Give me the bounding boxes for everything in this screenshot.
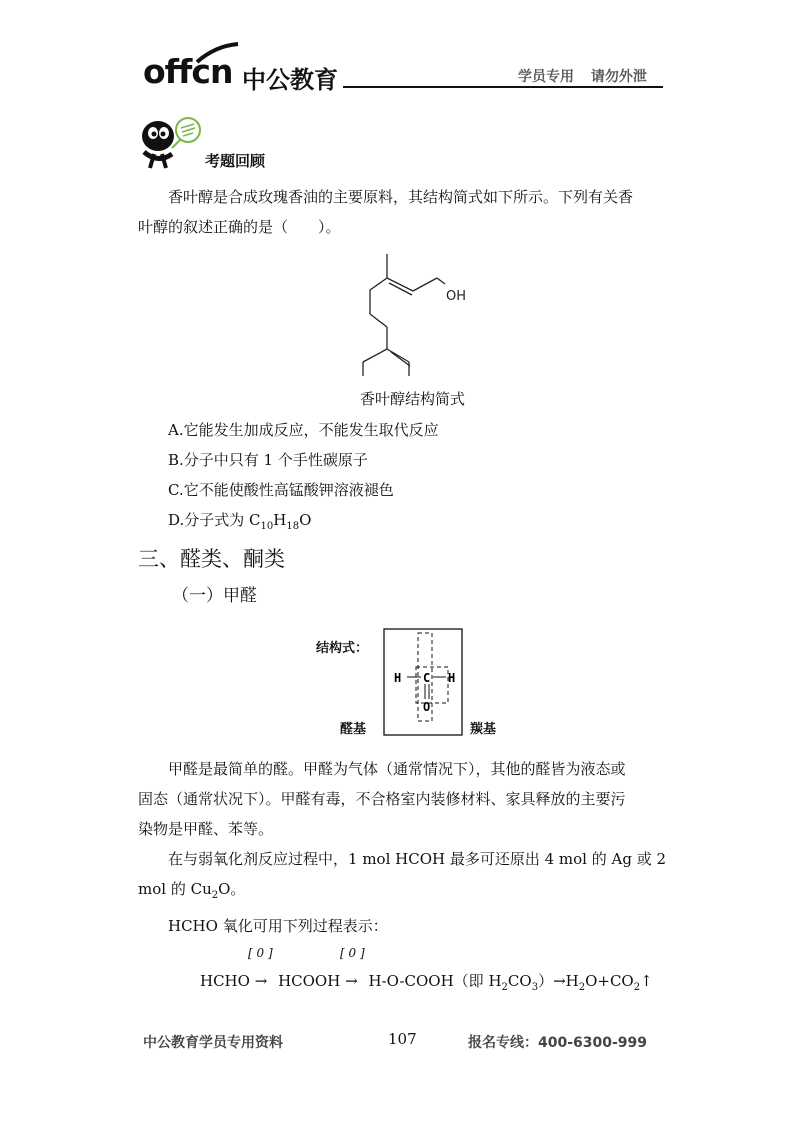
option-d: D.分子式为 $C_{10}H_{18}O$ <box>168 511 312 532</box>
footer-left: 中公教育学员专用资料 <box>143 1035 283 1051</box>
option-c: C.它不能使酸性高锰酸钾溶液褪色 <box>168 481 394 499</box>
logo-swoosh-icon <box>195 42 240 64</box>
paragraph-line: 甲醛是最简单的醛。甲醛为气体（通常情况下），其他的醛皆为液态或 <box>168 760 626 778</box>
question-line: 香叶醇是合成玫瑰香油的主要原料，其结构简式如下所示。下列有关香 <box>168 188 634 206</box>
paragraph-line: 固态（通常状况下）。甲醛有毒，不合格室内装修材料、家具释放的主要污 <box>138 790 626 808</box>
brand-name: 中公教育 <box>242 66 338 94</box>
formaldehyde-structure <box>380 627 470 739</box>
section-subtitle: （一）甲醛 <box>172 586 257 606</box>
question-line: 叶醇的叙述正确的是（ ）。 <box>138 218 341 236</box>
paragraph-line: 在与弱氧化剂反应过程中，1 mol HCOH 最多可还原出 4 mol 的 Ag 或 2 <box>168 850 667 868</box>
header <box>0 0 800 100</box>
option-b: B.分子中只有 1 个手性碳原子 <box>168 451 368 469</box>
formaldehyde-description <box>138 754 668 941</box>
label-carbonyl-group: 羰基 <box>470 722 497 737</box>
oxidation-equation <box>200 970 653 993</box>
arrow-icon: → <box>254 972 268 990</box>
logo-offcn: offcn <box>143 52 233 91</box>
paragraph-line: 染物是甲醛、苯等。 <box>138 820 274 838</box>
geraniol-structure <box>350 248 480 380</box>
equation-label-2: [ 0 ] <box>340 946 365 960</box>
footer-hotline: 报名专线：400-6300-999 <box>468 1035 648 1051</box>
atom-h-left: H <box>394 671 402 685</box>
review-title: 考题回顾 <box>205 152 266 170</box>
equation-formaldehyde: HCHO <box>200 972 250 990</box>
page-number: 107 <box>388 1030 417 1048</box>
header-rule <box>343 86 663 88</box>
atom-h-right: H <box>448 671 456 685</box>
equation-formic-acid: HCOOH <box>278 972 341 990</box>
atom-c: C <box>423 671 431 685</box>
options-list <box>168 415 668 542</box>
atom-o: O <box>423 700 431 714</box>
label-structure: 结构式： <box>316 641 369 656</box>
arrow-icon: → <box>345 972 358 990</box>
header-notice: 学员专用 请勿外泄 <box>518 69 647 85</box>
equation-label-1: [ 0 ] <box>248 946 273 960</box>
section-title: 三、醛类、酮类 <box>138 547 285 571</box>
equation-carbonic-acid: H-O-COOH（即 $H_2CO_3)\to H_2O+CO_2↑$ <box>368 972 653 993</box>
question-text <box>138 182 668 242</box>
option-a: A.它能发生加成反应，不能发生取代反应 <box>168 421 439 439</box>
hydroxyl-label: OH <box>446 289 467 304</box>
label-aldehyde-group: 醛基 <box>340 722 367 737</box>
structure-caption: 香叶醇结构简式 <box>360 390 466 408</box>
paragraph-line: mol 的 $Cu_2O$。 <box>138 880 246 901</box>
mascot-icon <box>136 116 206 172</box>
paragraph-line: HCHO 氧化可用下列过程表示： <box>168 917 388 935</box>
